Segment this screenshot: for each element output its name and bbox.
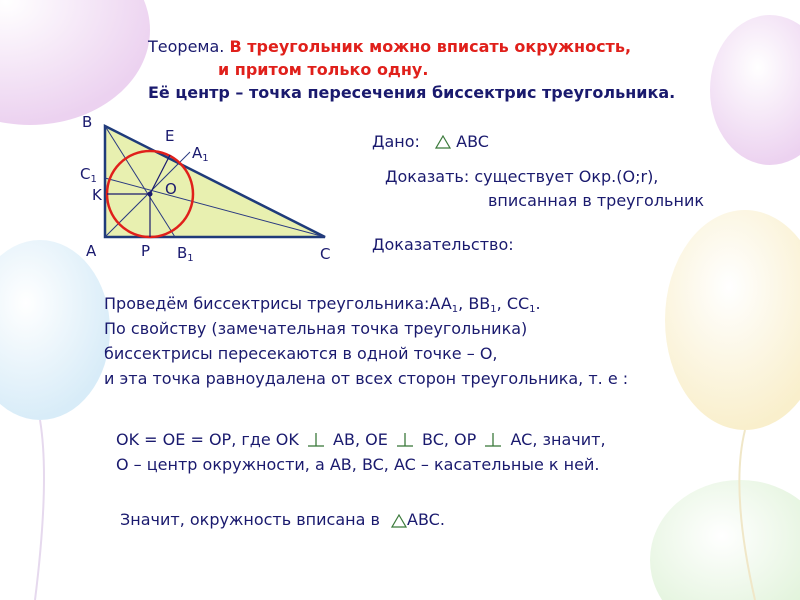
label-c: C (320, 245, 331, 263)
theorem-statement-3: Её центр – точка пересечения биссектрис треугольника. (148, 83, 676, 102)
proof-line-1: Проведём биссектрисы $треугольника:AA_1$, $BB_1$, $CC_1$. (104, 294, 541, 315)
given-line (372, 132, 489, 151)
prove-label: Доказать: (385, 167, 470, 186)
given-value: ABC (456, 132, 489, 151)
equal-line-2: О – центр окружности, а AB, BC, AC – касательные к ней. (116, 455, 600, 474)
theorem-prefix: Теорема. (148, 37, 225, 56)
proof-line-3: биссектрисы пересекаются в одной точке – О, (104, 344, 498, 363)
label-o: O (165, 180, 177, 198)
label-a: A (86, 242, 97, 260)
triangle-icon (391, 514, 407, 528)
label-p: P (141, 242, 151, 260)
perpendicular-icon (306, 432, 326, 448)
equal-line-1: OK = OE = OP, где OK AB, OE BC, OP AC, значит, (116, 430, 606, 449)
label-k: K (92, 186, 102, 204)
conclusion-line: Значит, окружность вписана в ABC. (120, 510, 445, 529)
proof-line-4: и эта точка равноудалена от всех сторон треугольника, т. е : (104, 369, 629, 388)
label-b1: $B_1$ (177, 244, 194, 264)
perpendicular-icon (483, 432, 503, 448)
label-c1: $C_1$ (80, 165, 97, 185)
label-a1: $A_1$ (192, 144, 209, 164)
proof-line-2: По свойству (замечательная точка треугольника) (104, 319, 528, 338)
theorem-statement-2: и притом только одну. (218, 60, 429, 79)
proof-heading: Доказательство: (372, 235, 514, 254)
prove-line-1 (385, 167, 658, 186)
triangle-abc (105, 126, 325, 237)
perpendicular-icon (395, 432, 415, 448)
prove-text-1: существует Окр.(О;r), (474, 167, 659, 186)
theorem-statement-1: В треугольник можно вписать окружность, (229, 37, 632, 56)
label-e: E (165, 127, 175, 145)
center-point (148, 192, 153, 197)
label-b: B (82, 113, 93, 131)
given-label: Дано: (372, 132, 420, 151)
prove-line-2: вписанная в треугольник (488, 191, 705, 210)
triangle-icon (435, 135, 451, 149)
